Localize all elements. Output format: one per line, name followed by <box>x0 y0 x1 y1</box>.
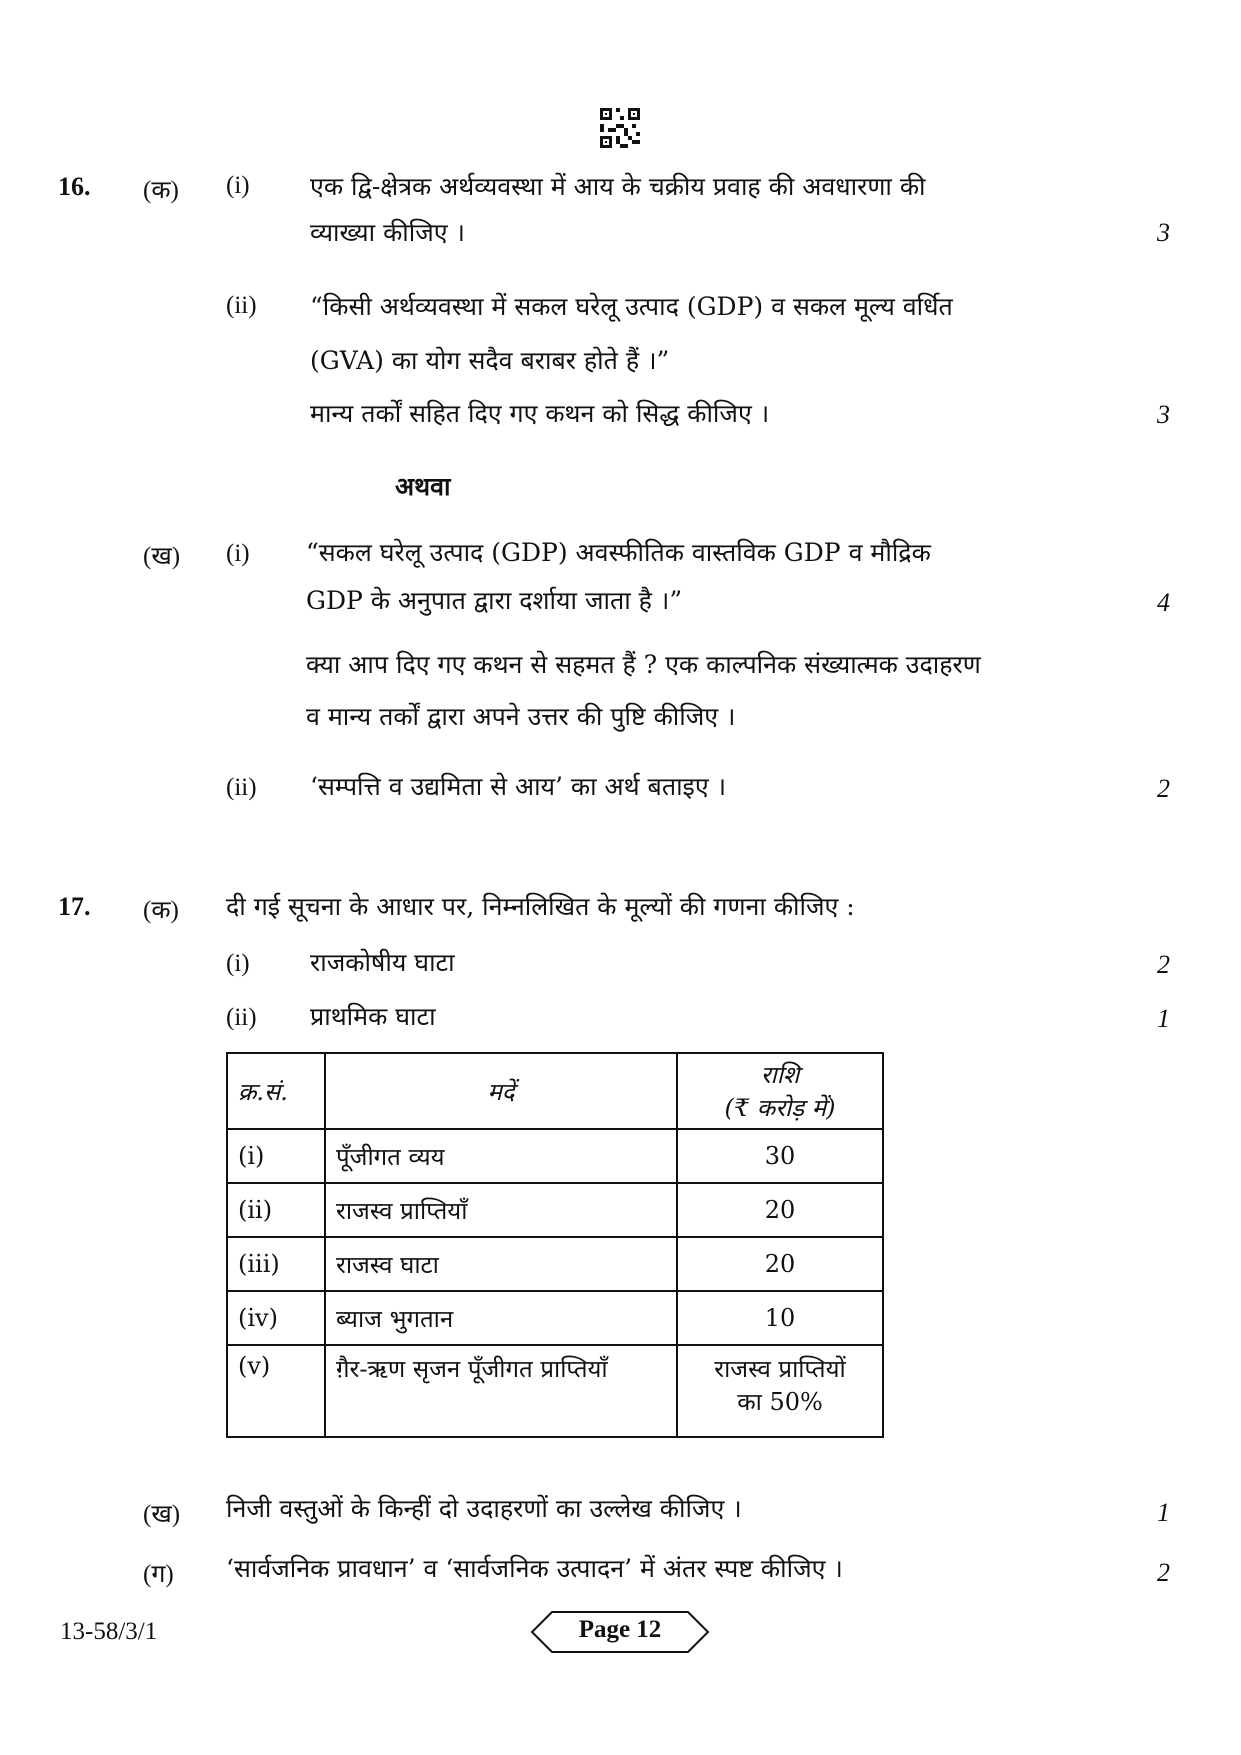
page-number: Page 12 <box>578 1616 662 1643</box>
question-text: ‘सार्वजनिक प्रावधान’ व ‘सार्वजनिक उत्पादन’ में अंतर स्पष्ट कीजिए । <box>226 1554 843 1583</box>
question-text: एक द्वि-क्षेत्रक अर्थव्यवस्था में आय के चक्रीय प्रवाह की अवधारणा की <box>310 172 926 201</box>
question-text: मान्य तर्कों सहित दिए गए कथन को सिद्ध कीजिए । <box>310 399 770 428</box>
question-text: दी गई सूचना के आधार पर, निम्नलिखित के मूल्यों की गणना कीजिए : <box>226 892 855 921</box>
marks: 3 <box>1157 400 1170 429</box>
cell-item: पूँजीगत व्यय <box>325 1129 677 1183</box>
cell-item: ब्याज भुगतान <box>325 1291 677 1345</box>
subpart-label: (i) <box>226 540 250 567</box>
cell-amount: 10 <box>677 1291 883 1345</box>
cell-amount-line2: का 50% <box>737 1388 823 1416</box>
cell-amount <box>677 1345 883 1437</box>
cell-amount: 20 <box>677 1237 883 1291</box>
cell-item: राजस्व घाटा <box>325 1237 677 1291</box>
question-number: 16. <box>58 172 91 201</box>
question-text: प्राथमिक घाटा <box>310 1002 436 1031</box>
header-item: मदें <box>325 1053 677 1129</box>
cell-sno: (iv) <box>227 1291 325 1345</box>
qr-code-icon <box>600 108 640 148</box>
part-label: (ख) <box>143 1501 181 1528</box>
subpart-label: (ii) <box>226 292 257 319</box>
question-text: राजकोषीय घाटा <box>310 948 455 977</box>
table-row <box>227 1291 883 1345</box>
question-text: “सकल घरेलू उत्पाद (GDP) अवस्फीतिक वास्तविक GDP व मौद्रिक <box>306 538 931 567</box>
cell-sno: (v) <box>227 1345 325 1437</box>
part-label: (ग) <box>143 1561 174 1588</box>
question-text: (GVA) का योग सदैव बराबर होते हैं ।” <box>310 346 670 375</box>
question-text: व मान्य तर्कों द्वारा अपने उत्तर की पुष्टि कीजिए । <box>306 702 736 731</box>
header-sno: क्र.सं. <box>227 1053 325 1129</box>
part-label: (क) <box>143 177 179 204</box>
marks: 2 <box>1157 950 1170 979</box>
marks: 3 <box>1157 218 1170 247</box>
part-label: (ख) <box>143 543 181 570</box>
subpart-label: (ii) <box>226 1004 257 1031</box>
or-separator: अथवा <box>395 472 451 501</box>
header-amount-line1: राशि <box>760 1061 800 1089</box>
cell-item: राजस्व प्राप्तियाँ <box>325 1183 677 1237</box>
cell-amount-line1: राजस्व प्राप्तियों <box>714 1355 846 1383</box>
question-text: ‘सम्पत्ति व उद्यमिता से आय’ का अर्थ बताइए । <box>310 772 727 801</box>
subpart-label: (i) <box>226 950 250 977</box>
cell-amount: 20 <box>677 1183 883 1237</box>
table-row <box>227 1129 883 1183</box>
marks: 1 <box>1157 1004 1170 1033</box>
page-number-badge <box>530 1610 710 1654</box>
header-amount-line2: (₹ करोड़ में) <box>724 1094 836 1122</box>
table-header-row <box>227 1053 883 1129</box>
subpart-label: (ii) <box>226 774 257 801</box>
cell-amount: 30 <box>677 1129 883 1183</box>
marks: 4 <box>1157 588 1170 617</box>
paper-code: 13-58/3/1 <box>60 1618 158 1645</box>
cell-item: ग़ैर-ऋण सृजन पूँजीगत प्राप्तियाँ <box>325 1345 677 1437</box>
marks: 2 <box>1157 774 1170 803</box>
part-label: (क) <box>143 897 179 924</box>
question-number: 17. <box>58 892 91 921</box>
header-amount <box>677 1053 883 1129</box>
question-text: GDP के अनुपात द्वारा दर्शाया जाता है ।” <box>306 586 683 615</box>
table-row <box>227 1183 883 1237</box>
question-text: व्याख्या कीजिए । <box>310 218 466 247</box>
question-text: “किसी अर्थव्यवस्था में सकल घरेलू उत्पाद (GDP) व सकल मूल्य वर्धित <box>310 292 953 321</box>
cell-sno: (ii) <box>227 1183 325 1237</box>
cell-sno: (i) <box>227 1129 325 1183</box>
question-text: क्या आप दिए गए कथन से सहमत हैं ? एक काल्पनिक संख्यात्मक उदाहरण <box>306 650 981 679</box>
data-table <box>226 1052 884 1438</box>
question-text: निजी वस्तुओं के किन्हीं दो उदाहरणों का उल्लेख कीजिए । <box>226 1494 742 1523</box>
table-row <box>227 1345 883 1437</box>
marks: 1 <box>1157 1498 1170 1527</box>
subpart-label: (i) <box>226 172 250 199</box>
cell-sno: (iii) <box>227 1237 325 1291</box>
marks: 2 <box>1157 1558 1170 1587</box>
table-row <box>227 1237 883 1291</box>
